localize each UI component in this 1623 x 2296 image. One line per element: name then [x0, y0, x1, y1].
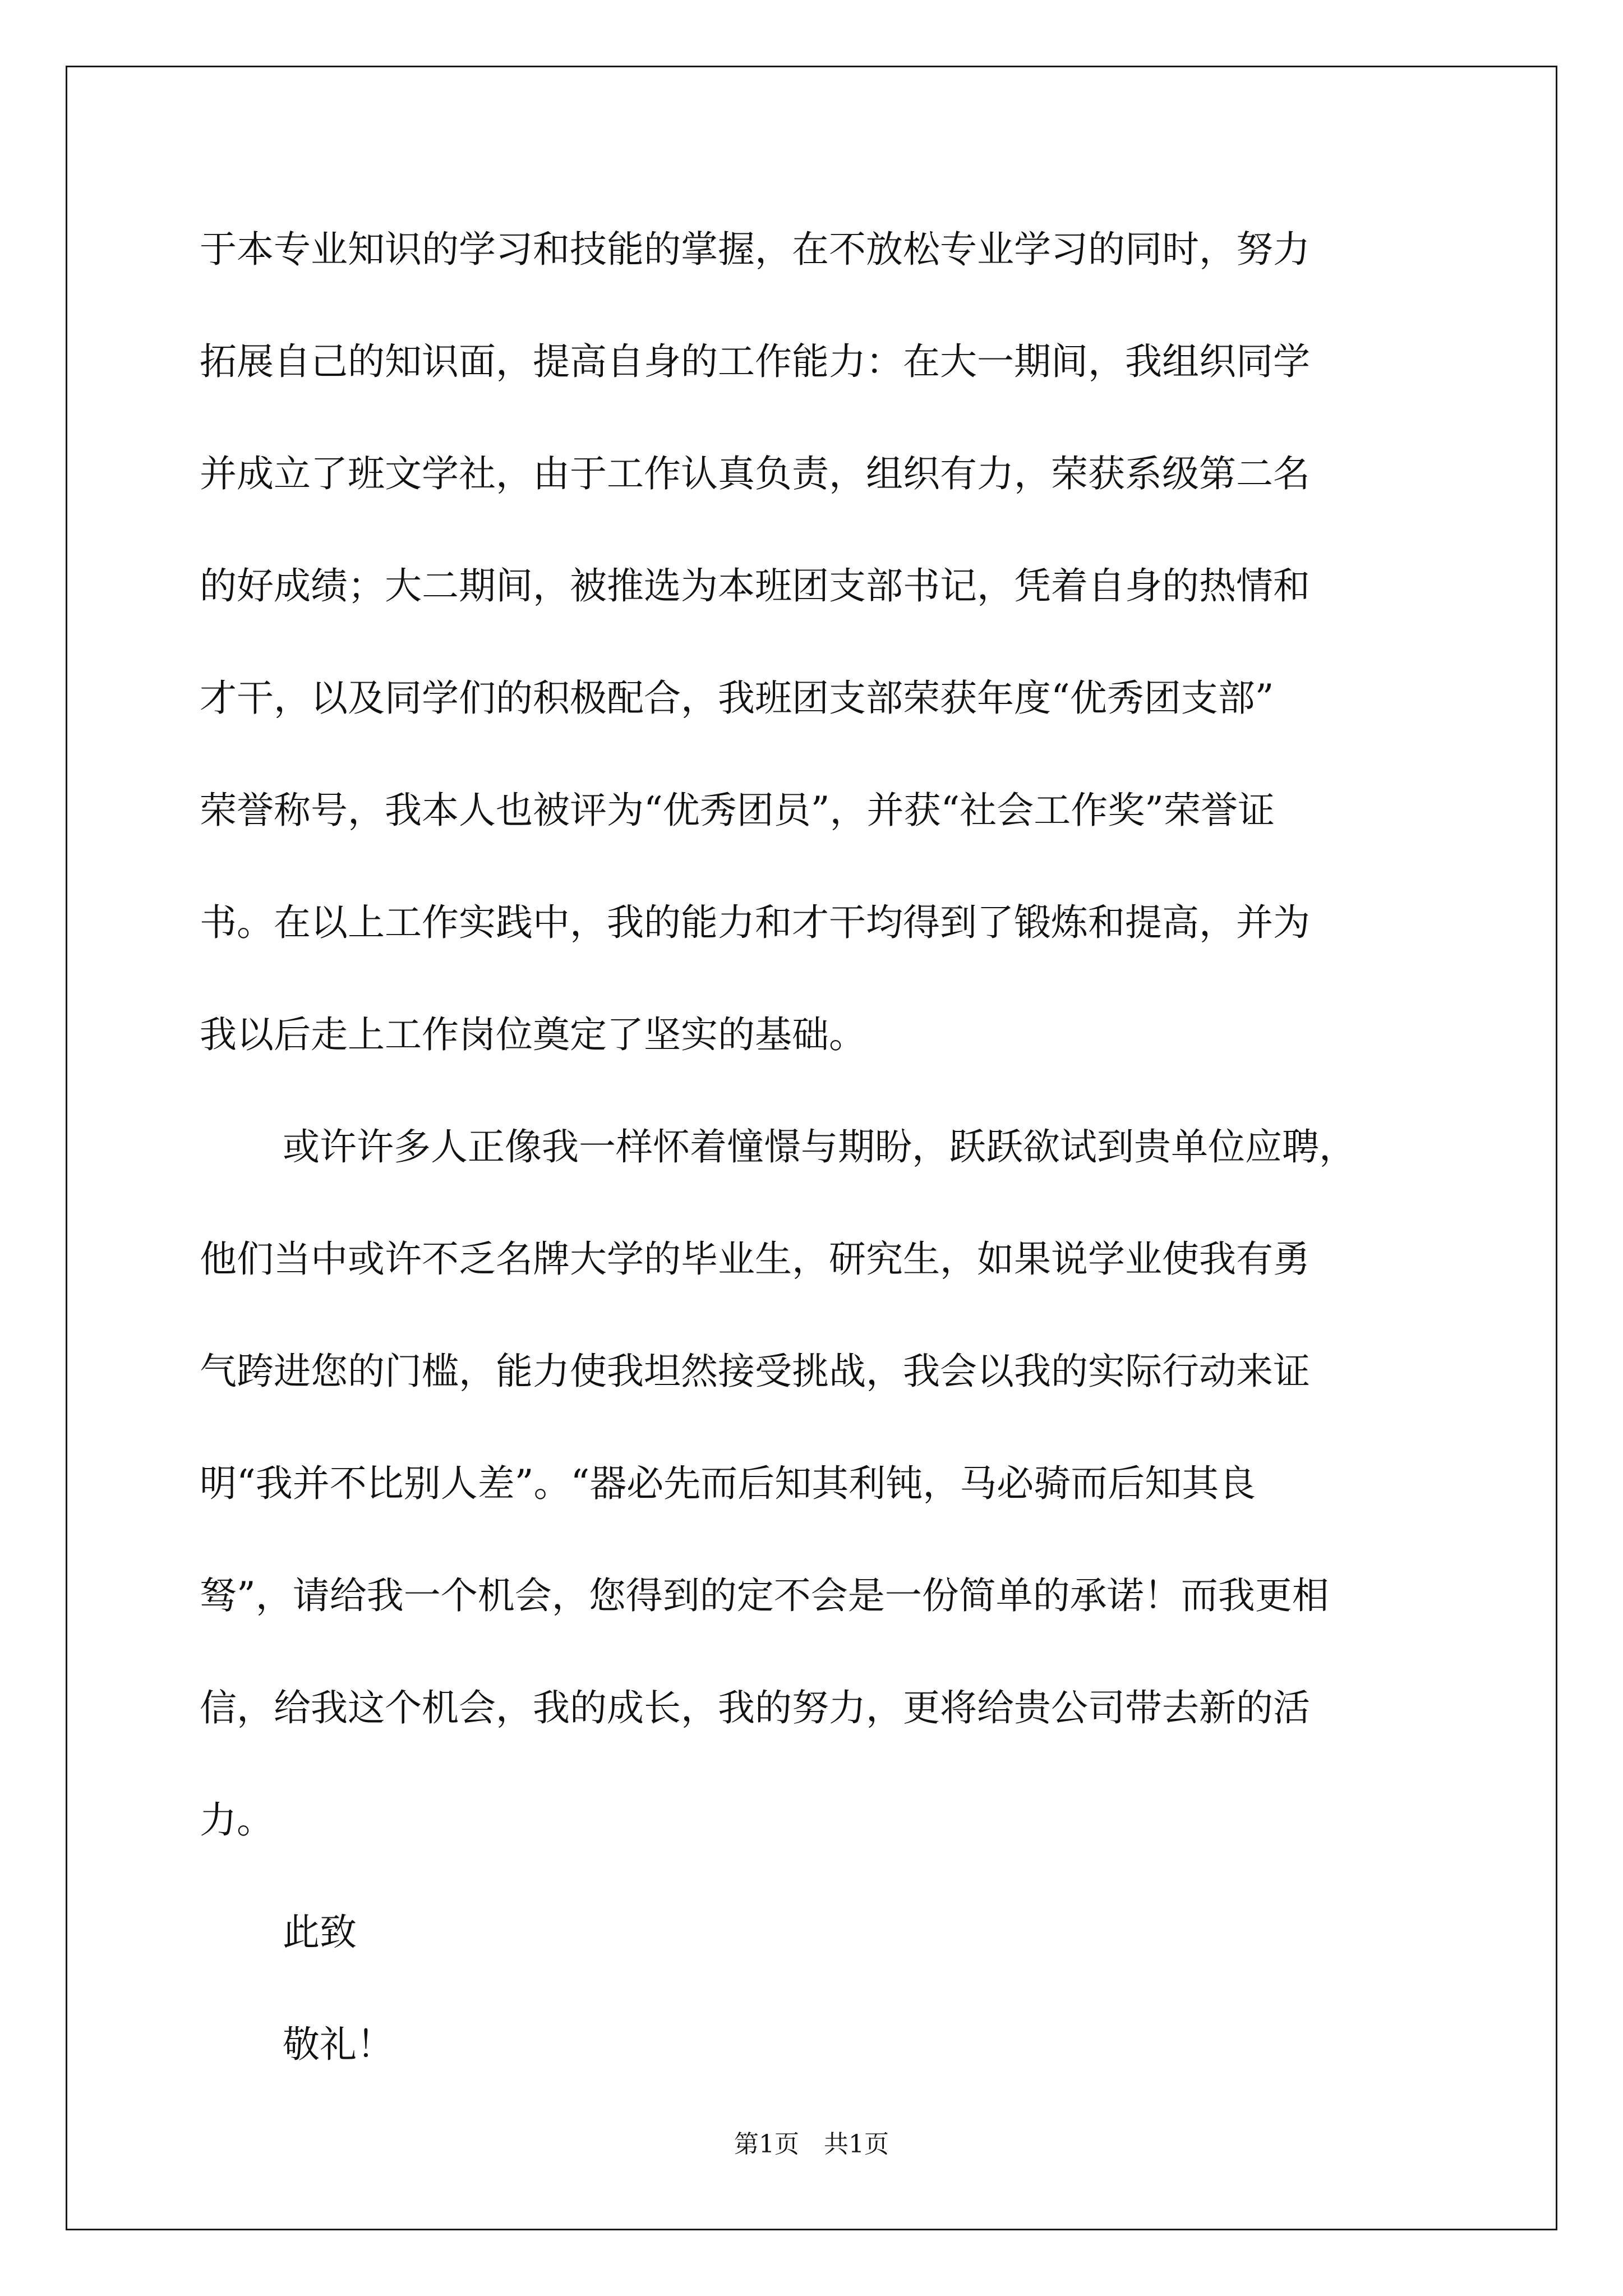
body-line: 他们当中或许不乏名牌大学的毕业生，研究生，如果说学业使我有勇 [200, 1237, 1310, 1281]
body-line: 拓展自己的知识面，提高自身的工作能力：在大一期间，我组织同学 [200, 340, 1310, 383]
closing-salutation: 此致 [283, 1911, 357, 1954]
body-line: 才干，以及同学们的积极配合，我班团支部荣获年度“优秀团支部” [200, 677, 1274, 720]
body-line: 书。在以上工作实践中，我的能力和才干均得到了锻炼和提高，并为 [200, 901, 1310, 944]
body-line: 的好成绩；大二期间，被推选为本班团支部书记，凭着自身的热情和 [200, 564, 1310, 608]
body-line: 信，给我这个机会，我的成长，我的努力，更将给贵公司带去新的活 [200, 1686, 1310, 1729]
closing-regards: 敬礼！ [283, 2023, 394, 2066]
page-footer: 第1页 共1页 [734, 2130, 889, 2159]
body-line: 荣誉称号，我本人也被评为“优秀团员”，并获“社会工作奖”荣誉证 [200, 789, 1275, 832]
body-line: 驽”，请给我一个机会，您得到的定不会是一份简单的承诺！而我更相 [200, 1574, 1329, 1617]
body-line: 于本专业知识的学习和技能的掌握，在不放松专业学习的同时，努力 [200, 228, 1310, 271]
body-line: 气跨进您的门槛，能力使我坦然接受挑战，我会以我的实际行动来证 [200, 1350, 1310, 1393]
body-line: 我以后走上工作岗位奠定了坚实的基础。 [200, 1013, 866, 1056]
body-line: 并成立了班文学社，由于工作认真负责，组织有力，荣获系级第二名 [200, 452, 1310, 495]
body-line: 或许许多人正像我一样怀着憧憬与期盼，跃跃欲试到贵单位应聘， [283, 1125, 1356, 1168]
body-line: 力。 [200, 1798, 274, 1842]
body-line: 明“我并不比别人差”。“器必先而后知其利钝，马必骑而后知其良 [200, 1462, 1256, 1505]
